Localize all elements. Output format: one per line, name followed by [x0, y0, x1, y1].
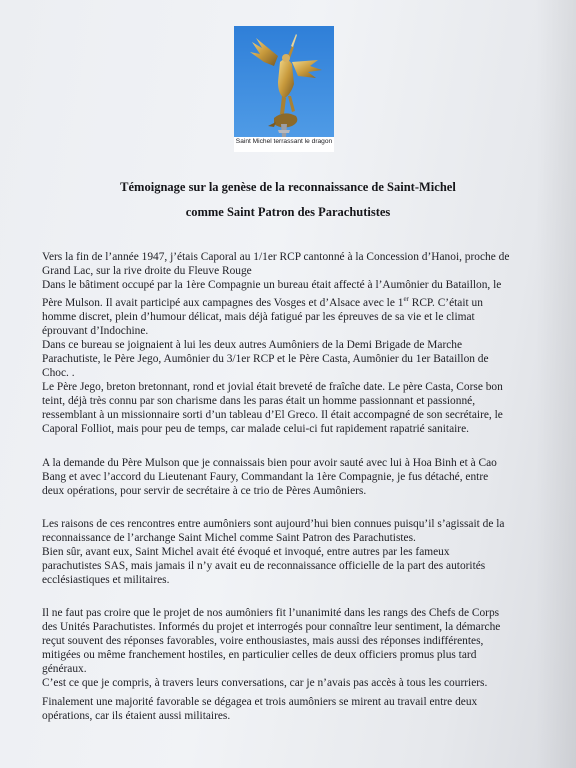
paragraph-1 — [42, 250, 514, 436]
text-line: Les raisons de ces rencontres entre aumôniers sont aujourd’hui bien connues puisqu’il s’agissait de la — [42, 518, 505, 530]
statue-illustration — [234, 26, 334, 137]
paragraph-2 — [42, 456, 514, 498]
text-line: C’est ce que je compris, à travers leurs conversations, car je n’avais pas accès à tous les courriers. — [42, 677, 488, 689]
paragraph-3 — [42, 517, 514, 587]
paragraph-5 — [42, 695, 514, 723]
text-line: Le Père Jego, breton bretonnant, rond et jovial était breveté de fraîche date. Le père Casta, Corse bon — [42, 380, 503, 393]
text-line: A la demande du Père Mulson que je connaissais bien pour avoir sauté avec lui à Hoa Binh et à Cao — [42, 457, 497, 469]
document-title-line-2: comme Saint Patron des Parachutistes — [185, 205, 391, 219]
text-line: reconnaissance de l’archange Saint Michel comme Saint Patron des Parachutistes. — [42, 532, 416, 544]
text-line: mitigées ou même franchement hostiles, en particulier celles de deux officiers promus plus tard — [42, 649, 477, 661]
saint-michel-photo-card — [234, 26, 334, 152]
text-line: Parachutiste, le Père Jego, Aumônier du 3/1er RCP et le Père Casta, Aumônier du 1er Bataillon de — [42, 352, 489, 365]
text-line: deux opérations, pour servir de secrétaire à ce trio de Pères Aumôniers. — [42, 485, 367, 497]
text-line: ecclésiastiques et militaires. — [42, 574, 170, 586]
text-line: Vers la fin de l’année 1947, j’étais Caporal au 1/1er RCP cantonné à la Concession d’Hanoi, proche de — [42, 251, 510, 263]
paragraph-4 — [42, 606, 514, 690]
text-line: Père Mulson. Il avait participé aux campagnes des Vosges et d’Alsace avec le 1er RCP. C’était un — [42, 295, 483, 309]
text-line: Il ne faut pas croire que le projet de nos aumôniers fit l’unanimité dans les rangs des Chefs de Corps — [42, 607, 500, 619]
page-shadow — [536, 0, 576, 768]
text-line: homme discret, plein d’humour délicat, mais déjà fatigué par les épreuves de sa vie et le climat — [42, 310, 475, 323]
saint-michel-statue-image — [234, 26, 334, 137]
text-line: Bang et avec l’accord du Lieutenant Faury, Commandant la 1ère Compagnie, je fus détaché, entre — [42, 471, 489, 483]
text-line: ressemblant à un missionnaire sorti d’un tableau d’El Greco. Il était accompagné de son secrétaire, le — [42, 408, 503, 421]
text-line: Finalement une majorité favorable se dégagea et trois aumôniers se mirent au travail entre deux — [42, 696, 478, 708]
text-line: généraux. — [42, 663, 87, 675]
document-title-line-1: Témoignage sur la genèse de la reconnaissance de Saint-Michel — [120, 180, 456, 194]
text-line: Dans le bâtiment occupé par la 1ère Compagnie un bureau était affecté à l’Aumônier du Bataillon, le — [42, 279, 502, 291]
text-line: Grand Lac, sur la rive droite du Fleuve Rouge — [42, 265, 252, 277]
text-line: teint, déjà très connu par son charisme dans les paras était un homme passionnant et passionné, — [42, 394, 476, 407]
text-line: opérations, car ils étaient aussi militaires. — [42, 710, 231, 722]
text-line: éprouvant d’Indochine. — [42, 324, 149, 337]
text-line: Dans ce bureau se joignaient à lui les deux autres Aumôniers de la Demi Brigade de Marche — [42, 338, 463, 351]
text-line: parachutistes SAS, mais jamais il n’y avait eu de reconnaissance officielle de la part des autorités — [42, 560, 486, 572]
text-line: Caporal Folliot, mais pour peu de temps, car malade celui-ci fut rapidement rapatrié sanitaire. — [42, 422, 469, 435]
text-line: reçut souvent des réponses favorables, voire enthousiastes, mais aussi des réponses indifférentes, — [42, 635, 484, 647]
text-line: Bien sûr, avant eux, Saint Michel avait été évoqué et invoqué, entre autres par les fameux — [42, 546, 450, 558]
text-line: Choc. . — [42, 366, 75, 379]
image-caption: Saint Michel terrassant le dragon — [235, 138, 333, 145]
text-line: des Unités Parachutistes. Informés du projet et interrogés pour connaître leur sentiment, la démarche — [42, 621, 501, 633]
